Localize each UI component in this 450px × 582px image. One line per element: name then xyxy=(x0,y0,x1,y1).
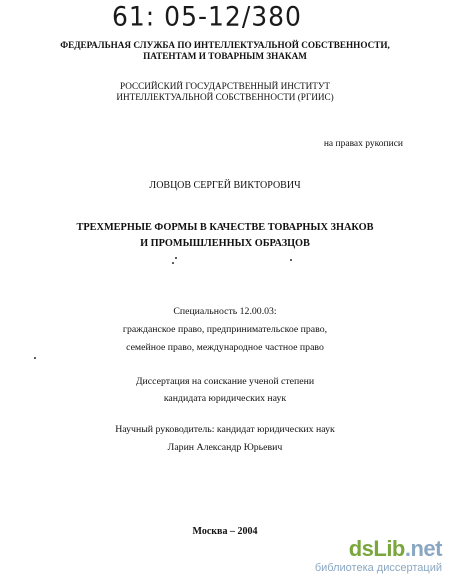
supervisor-line-1: Научный руководитель: кандидат юридических наук xyxy=(115,424,335,435)
scan-speck xyxy=(172,262,174,264)
watermark-subtitle: библиотека диссертаций xyxy=(314,562,442,574)
dissertation-line-1: Диссертация на соискание ученой степени xyxy=(135,376,315,387)
specialty-line-1: Специальность 12.00.03: xyxy=(173,306,277,317)
organization-line-2: ПАТЕНТАМ И ТОВАРНЫМ ЗНАКАМ xyxy=(143,51,307,61)
rights-note: на правах рукописи xyxy=(323,139,403,149)
watermark-logo xyxy=(349,536,442,562)
specialty-line-3: семейное право, международное частное право xyxy=(126,342,324,353)
institute-line-1: РОССИЙСКИЙ ГОСУДАРСТВЕННЫЙ ИНСТИТУТ xyxy=(120,81,330,91)
scan-speck xyxy=(34,357,36,359)
watermark-logo-tld: .net xyxy=(404,536,442,561)
city-year: Москва – 2004 xyxy=(192,526,258,537)
specialty-line-2: гражданское право, предпринимательское право, xyxy=(122,324,328,335)
author-name: ЛОВЦОВ СЕРГЕЙ ВИКТОРОВИЧ xyxy=(149,180,301,191)
dissertation-line-2: кандидата юридических наук xyxy=(163,393,287,404)
scan-speck xyxy=(175,257,177,259)
title-line-1: ТРЕХМЕРНЫЕ ФОРМЫ В КАЧЕСТВЕ ТОВАРНЫХ ЗНАКОВ xyxy=(76,222,374,233)
dslib-watermark[interactable] xyxy=(314,536,442,578)
organization-line-1: ФЕДЕРАЛЬНАЯ СЛУЖБА ПО ИНТЕЛЛЕКТУАЛЬНОЙ СОБСТВЕННОСТИ, xyxy=(60,40,390,50)
handwritten-catalog-code: 61: 05-12/380 xyxy=(112,1,302,32)
supervisor-line-2: Ларин Александр Юрьевич xyxy=(167,442,283,453)
watermark-logo-main: dsLib xyxy=(348,536,405,561)
scan-speck xyxy=(290,259,292,261)
institute-line-2: ИНТЕЛЛЕКТУАЛЬНОЙ СОБСТВЕННОСТИ (РГИИС) xyxy=(116,92,334,102)
title-line-2: И ПРОМЫШЛЕННЫХ ОБРАЗЦОВ xyxy=(140,238,310,249)
